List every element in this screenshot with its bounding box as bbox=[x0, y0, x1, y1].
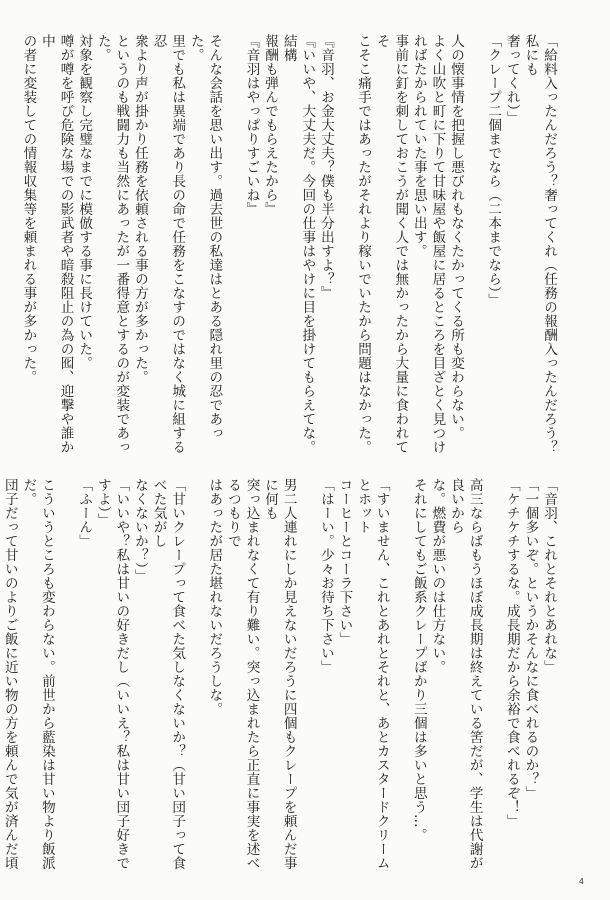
text-line: それにしてもご飯系クレープばかり三個は多いと思う…。 bbox=[410, 478, 427, 842]
text-line: 「音羽、これとそれとあれな」 bbox=[541, 478, 557, 674]
text-line: 『音羽、お金大丈夫？僕も半分出すよ？』 bbox=[317, 34, 334, 300]
text-line: 「いいや？私は甘いの好きだし（いいえ？私は甘い団子好きですよ）」 bbox=[94, 478, 130, 870]
page-number: 4 bbox=[578, 877, 584, 886]
text-line: 衆より声が掛かり任務を依頼される事の方が多かった。 bbox=[131, 34, 148, 384]
text-line: こういうところも変わらない。前世から藍染は甘い物より飯派だ。 bbox=[20, 478, 55, 870]
text-line: なくないか？）」 bbox=[131, 478, 148, 584]
text-line: 団子だって甘いのよりご飯に近い物の方を頼んで気が済んだ頃 bbox=[1, 478, 18, 870]
text-line: 噂が噂を呼び危険な場での影武者や暗殺阻止の為の囮、迎撃や誰か中 bbox=[38, 34, 74, 454]
text-line: 事前に釘を刺しておこうが聞く人では無かったから大量に食われてそ bbox=[373, 34, 409, 454]
text-line: 高三ならばもうほぼ成長期は終えている筈だが、学生は代謝が良いから bbox=[448, 478, 483, 870]
text-line: 「はーい。少々お待ち下さい」 bbox=[317, 478, 334, 674]
text-line: 「クレープ二個までなら（二本までなら）」 bbox=[485, 34, 502, 308]
text-line: 「甘いクレープって食べた気しなくないか？（甘い団子って食べた気がし bbox=[150, 478, 186, 870]
text-line bbox=[186, 478, 205, 882]
text-line: の者に変装しての情報収集等を頼まれる事が多かった。 bbox=[20, 34, 37, 384]
text-line: よく山吹と町に下りて甘味屋や飯屋に居るところを目ざとく見つけ bbox=[429, 34, 446, 454]
text-line: 奢ってくれ）」 bbox=[503, 34, 520, 126]
text-line: 『いいや、大丈夫だ。今回の仕事はやけに目を掛けてもらえてな。結構 bbox=[280, 34, 316, 454]
text-line: ればたかられていた事を思い出す。 bbox=[410, 34, 427, 258]
text-line bbox=[56, 478, 75, 882]
text-line bbox=[484, 478, 503, 882]
text-line bbox=[335, 34, 354, 458]
text-line: はあったが居た堪れないだろうしな。 bbox=[206, 478, 223, 716]
text-line bbox=[465, 34, 484, 458]
text-line: 対象を観察し完璧なまでに模倣する事に長けていた。 bbox=[76, 34, 93, 370]
text-line: 「ふーん」 bbox=[76, 478, 93, 548]
text-line: コーヒーとコーラ下さい」 bbox=[336, 478, 353, 646]
text-line: 「ケチケチするな。成長期だから余裕で食べれるぞ！」 bbox=[503, 478, 520, 828]
text-line bbox=[223, 34, 242, 458]
text-line bbox=[0, 34, 19, 458]
text-line: こそこ痛手ではあったがそれより稼いでいたから問題はなかった。 bbox=[355, 34, 372, 454]
text-line: 「一個多いぞ。というかそんなに食べれるのか？」 bbox=[522, 478, 539, 800]
text-line: 「すいません、これとあれとそれと、あとカスタードクリームとホット bbox=[355, 478, 390, 870]
text-line bbox=[391, 478, 410, 882]
text-line: そんな会話を思い出す。過去世の私達はとある隠れ里の忍であった。 bbox=[187, 34, 223, 440]
text-line: 男二人連れにしか見えないだろうに四個もクレープを頼んだ事に何も bbox=[262, 478, 297, 870]
text-line: な。燃費が悪いのは仕方ない。 bbox=[429, 478, 446, 674]
text-line: 人の懐事情を把握し悪びれもなくたかってくる所も変わらない。 bbox=[448, 34, 465, 440]
text-line: 報酬も弾んでもらえたから』 bbox=[262, 34, 279, 216]
text-line: 『音羽はやっぱりすごいね』 bbox=[243, 34, 260, 216]
text-line: 突っ込まれなくて有り難い。突っ込まれたら正直に事実を述べるつもりで bbox=[224, 478, 260, 870]
text-line: というのも戦闘力も当然にあったが一番得意とするのが変装であった。 bbox=[94, 34, 130, 454]
text-line: 「給料入ったんだろう？奢ってくれ（任務の報酬入ったんだろう？私にも bbox=[522, 34, 557, 454]
text-block-upper bbox=[20, 34, 558, 458]
text-line bbox=[298, 478, 317, 882]
text-block-lower bbox=[1, 478, 558, 882]
text-line: 里でも私は異端であり長の命で任務をこなすのではなく城に組する忍 bbox=[150, 34, 186, 454]
